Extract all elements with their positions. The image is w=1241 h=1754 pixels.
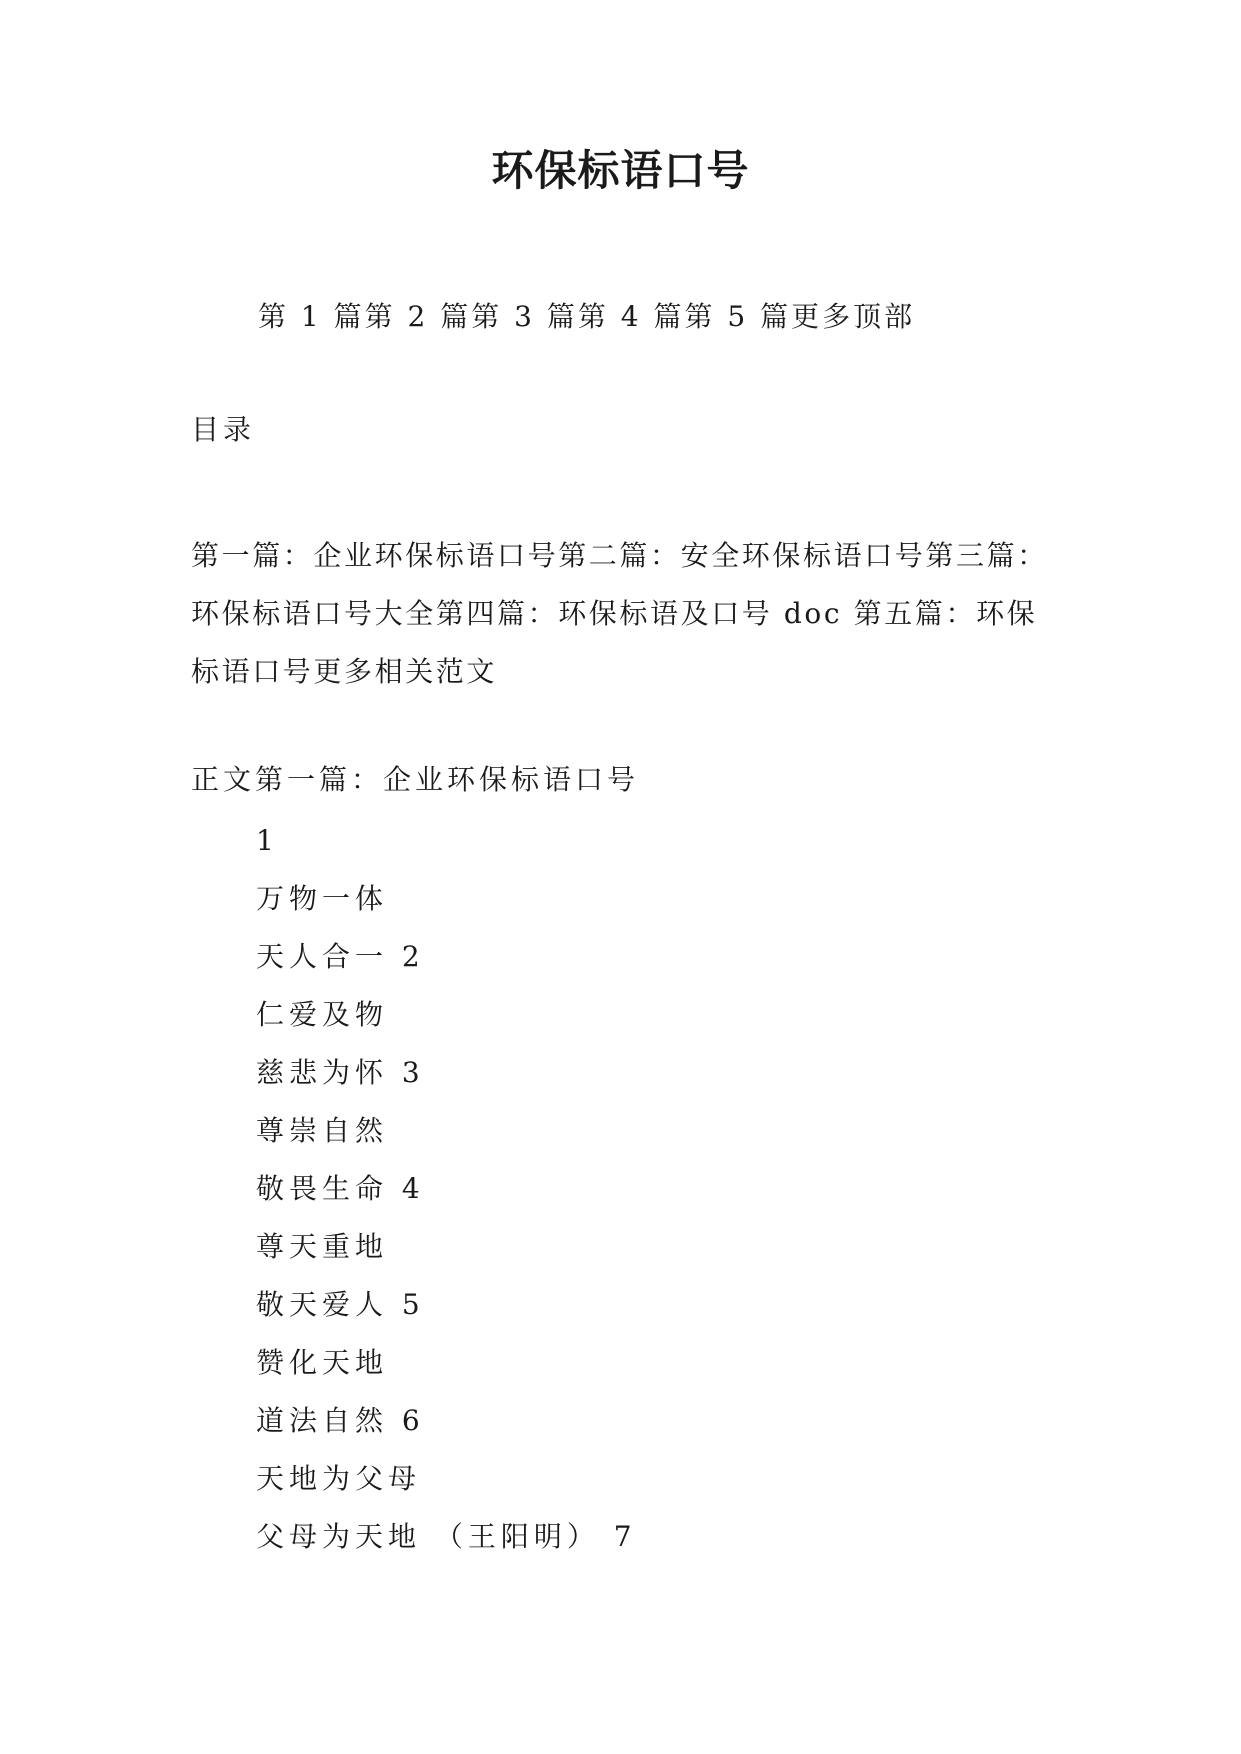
nav-link-part-3[interactable]: 第 3 篇 xyxy=(471,300,578,333)
slogan-line: 道法自然 6 xyxy=(256,1404,425,1437)
nav-link-part-2[interactable]: 第 2 篇 xyxy=(364,300,472,333)
nav-link-top[interactable]: 顶部 xyxy=(853,300,916,333)
slogan-line: 天人合一 2 xyxy=(256,940,425,973)
slogan-line: 万物一体 xyxy=(256,882,389,915)
slogan-line: 尊天重地 xyxy=(256,1230,389,1263)
nav-link-part-1[interactable]: 第 1 篇 xyxy=(258,300,365,333)
slogan-line: 父母为天地 （王阳明） 7 xyxy=(256,1520,637,1553)
slogan-list xyxy=(256,812,637,1566)
slogan-line: 尊崇自然 xyxy=(256,1114,389,1147)
slogan-line: 1 xyxy=(256,824,279,857)
slogan-line: 敬天爱人 5 xyxy=(256,1288,425,1321)
toc-heading: 目录 xyxy=(191,413,256,446)
nav-link-part-5[interactable]: 第 5 篇 xyxy=(684,300,792,333)
slogan-line: 慈悲为怀 3 xyxy=(256,1056,425,1089)
section-nav xyxy=(258,295,915,335)
slogan-line: 天地为父母 xyxy=(256,1462,422,1495)
toc-paragraph: 第一篇：企业环保标语口号第二篇：安全环保标语口号第三篇：环保标语口号大全第四篇：环保标语及口号 doc 第五篇：环保标语口号更多相关范文 xyxy=(191,539,1048,688)
slogan-line: 赞化天地 xyxy=(256,1346,389,1379)
slogan-line: 仁爱及物 xyxy=(256,998,389,1031)
nav-link-part-4[interactable]: 第 4 篇 xyxy=(577,300,685,333)
slogan-line: 敬畏生命 4 xyxy=(256,1172,425,1205)
nav-link-more[interactable]: 更多 xyxy=(791,300,854,333)
document-title: 环保标语口号 xyxy=(491,146,750,195)
body-heading: 正文第一篇：企业环保标语口号 xyxy=(191,763,640,796)
